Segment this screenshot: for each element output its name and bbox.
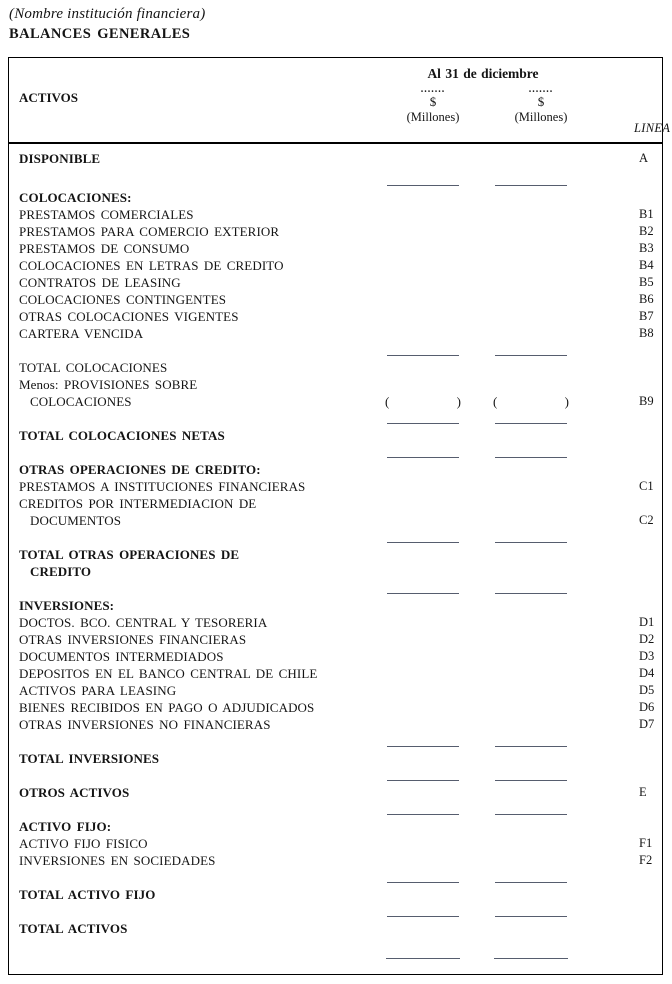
fill-in-line bbox=[387, 185, 459, 186]
paren-close: ) bbox=[564, 393, 569, 409]
row-label: ACTIVOS PARA LEASING bbox=[19, 682, 177, 698]
row-label: TOTAL INVERSIONES bbox=[19, 750, 160, 766]
fill-line-row bbox=[9, 410, 662, 427]
linea-code: D2 bbox=[639, 632, 655, 646]
fill-in-line bbox=[495, 746, 567, 747]
fill-in-line bbox=[495, 916, 567, 917]
amount-col-1 bbox=[375, 546, 471, 563]
amount-col-1 bbox=[375, 308, 471, 325]
fill-in-line bbox=[387, 916, 459, 917]
amount-col-1 bbox=[375, 342, 471, 359]
amount-col-2 bbox=[471, 699, 591, 716]
amount-col-2 bbox=[471, 150, 591, 167]
form-row bbox=[9, 150, 662, 167]
fill-in-line bbox=[495, 542, 567, 543]
amount-col-1 bbox=[375, 818, 471, 835]
row-label: ACTIVO FIJO: bbox=[19, 818, 112, 834]
row-label: PRESTAMOS DE CONSUMO bbox=[19, 240, 190, 256]
assets-column-heading: ACTIVOS bbox=[19, 90, 78, 105]
fill-in-line bbox=[494, 958, 568, 959]
fill-line-row bbox=[9, 733, 662, 750]
amount-col-2 bbox=[471, 648, 591, 665]
amount-col-2 bbox=[471, 631, 591, 648]
fill-in-line bbox=[387, 457, 459, 458]
balance-sheet-form bbox=[8, 57, 671, 975]
form-row bbox=[9, 835, 662, 852]
amount-col-1 bbox=[375, 699, 471, 716]
linea-code: C2 bbox=[639, 513, 654, 527]
linea-code: B9 bbox=[639, 394, 654, 408]
row-label: COLOCACIONES bbox=[30, 393, 132, 409]
amount-col-2 bbox=[471, 512, 591, 529]
amount-col-1 bbox=[375, 427, 471, 444]
amount-col-1 bbox=[375, 393, 471, 410]
form-row bbox=[9, 563, 662, 580]
amount-col-1 bbox=[375, 444, 471, 461]
amount-col-1 bbox=[375, 869, 471, 886]
row-label: TOTAL ACTIVOS bbox=[19, 920, 128, 936]
fill-in-line bbox=[387, 355, 459, 356]
amount-col-1 bbox=[375, 274, 471, 291]
amount-col-1 bbox=[375, 325, 471, 342]
amount-col-1 bbox=[375, 563, 471, 580]
amount-col-2 bbox=[471, 920, 591, 937]
form-row bbox=[9, 308, 662, 325]
fill-in-line bbox=[387, 423, 459, 424]
paren-open: ( bbox=[385, 393, 390, 409]
form-row bbox=[9, 240, 662, 257]
row-label: DOCUMENTOS bbox=[30, 512, 122, 528]
form-row bbox=[9, 325, 662, 342]
institution-name-placeholder: (Nombre institución financiera) bbox=[9, 6, 206, 22]
linea-column-heading: LINEA bbox=[634, 121, 671, 135]
row-label: DISPONIBLE bbox=[19, 150, 101, 166]
row-label: BIENES RECIBIDOS EN PAGO O ADJUDICADOS bbox=[19, 699, 315, 715]
amount-col-1 bbox=[375, 376, 471, 393]
form-rows bbox=[9, 144, 662, 962]
amount-col-2 bbox=[471, 427, 591, 444]
fill-line-row bbox=[9, 801, 662, 818]
linea-code: B4 bbox=[639, 258, 654, 272]
paren-open: ( bbox=[493, 393, 498, 409]
amount-col-1 bbox=[375, 750, 471, 767]
row-label: PRESTAMOS COMERCIALES bbox=[19, 206, 194, 222]
amount-col-1 bbox=[375, 223, 471, 240]
linea-code: D6 bbox=[639, 700, 655, 714]
form-row bbox=[9, 920, 662, 937]
form-row bbox=[9, 852, 662, 869]
form-row bbox=[9, 546, 662, 563]
currency-symbol: $ bbox=[537, 94, 545, 109]
fill-line-row bbox=[9, 529, 662, 546]
amount-col-2 bbox=[471, 835, 591, 852]
fill-in-line bbox=[495, 593, 567, 594]
dotted-separator: ....... bbox=[528, 84, 554, 95]
currency-symbol: $ bbox=[429, 94, 437, 109]
amount-col-2 bbox=[471, 342, 591, 359]
amount-col-2 bbox=[471, 801, 591, 818]
amount-col-2 bbox=[471, 376, 591, 393]
linea-code: B3 bbox=[639, 241, 654, 255]
amount-col-1 bbox=[375, 189, 471, 206]
amount-col-2 bbox=[471, 172, 591, 189]
amount-col-2 bbox=[471, 206, 591, 223]
amount-col-1 bbox=[375, 461, 471, 478]
form-row bbox=[9, 376, 662, 393]
negative-amount-parens bbox=[385, 394, 461, 410]
amount-col-1 bbox=[375, 631, 471, 648]
date-header: Al 31 de diciembre bbox=[427, 66, 539, 81]
fill-line-row bbox=[9, 767, 662, 784]
form-row bbox=[9, 189, 662, 206]
amount-col-2 bbox=[471, 733, 591, 750]
amount-col-2 bbox=[471, 869, 591, 886]
amount-col-1 bbox=[375, 478, 471, 495]
amount-col-2 bbox=[471, 444, 591, 461]
amount-col-1 bbox=[375, 835, 471, 852]
amount-col-1 bbox=[375, 495, 471, 512]
form-row bbox=[9, 886, 662, 903]
amount-col-2 bbox=[471, 682, 591, 699]
fill-in-line bbox=[387, 746, 459, 747]
amount-col-1 bbox=[375, 206, 471, 223]
form-row bbox=[9, 206, 662, 223]
form-row bbox=[9, 631, 662, 648]
amount-col-1 bbox=[375, 945, 471, 962]
amount-col-2 bbox=[471, 240, 591, 257]
amount-col-1 bbox=[375, 580, 471, 597]
amount-col-1 bbox=[375, 784, 471, 801]
linea-code: B6 bbox=[639, 292, 654, 306]
amount-col-2 bbox=[471, 325, 591, 342]
amount-col-2 bbox=[471, 818, 591, 835]
form-row bbox=[9, 750, 662, 767]
row-label: DOCTOS. BCO. CENTRAL Y TESORERIA bbox=[19, 614, 268, 630]
amount-column-pair bbox=[385, 85, 601, 125]
amount-col-1 bbox=[375, 665, 471, 682]
row-label: COLOCACIONES CONTINGENTES bbox=[19, 291, 227, 307]
amount-col-2 bbox=[471, 478, 591, 495]
amount-col-2 bbox=[471, 784, 591, 801]
fill-in-line bbox=[386, 958, 460, 959]
row-label: CONTRATOS DE LEASING bbox=[19, 274, 181, 290]
row-label: CREDITO bbox=[30, 563, 92, 579]
fill-line-row bbox=[9, 342, 662, 359]
amount-col-1 bbox=[375, 614, 471, 631]
linea-code: B1 bbox=[639, 207, 654, 221]
dotted-separator: ....... bbox=[420, 84, 446, 95]
amount-col-1 bbox=[375, 172, 471, 189]
amount-col-2 bbox=[471, 308, 591, 325]
amount-col-1 bbox=[375, 886, 471, 903]
linea-code: B7 bbox=[639, 309, 654, 323]
amount-column-2-header bbox=[481, 85, 601, 125]
fill-in-line bbox=[495, 457, 567, 458]
row-label: OTRAS INVERSIONES NO FINANCIERAS bbox=[19, 716, 271, 732]
row-label: OTRAS COLOCACIONES VIGENTES bbox=[19, 308, 239, 324]
row-label: DEPOSITOS EN EL BANCO CENTRAL DE CHILE bbox=[19, 665, 318, 681]
row-label: Menos: PROVISIONES SOBRE bbox=[19, 376, 198, 392]
amount-col-2 bbox=[471, 903, 591, 920]
form-row bbox=[9, 648, 662, 665]
form-row bbox=[9, 495, 662, 512]
form-row bbox=[9, 257, 662, 274]
form-row bbox=[9, 716, 662, 733]
form-row bbox=[9, 427, 662, 444]
form-row bbox=[9, 682, 662, 699]
fill-line-row bbox=[9, 580, 662, 597]
fill-in-line bbox=[495, 780, 567, 781]
amount-col-2 bbox=[471, 529, 591, 546]
form-row bbox=[9, 359, 662, 376]
amount-col-1 bbox=[375, 920, 471, 937]
amount-col-1 bbox=[375, 682, 471, 699]
amount-col-2 bbox=[471, 274, 591, 291]
fill-line-row bbox=[9, 444, 662, 461]
table-header bbox=[9, 58, 671, 142]
fill-in-line bbox=[387, 780, 459, 781]
amount-column-1-header bbox=[385, 85, 481, 125]
amount-col-1 bbox=[375, 733, 471, 750]
amount-col-2 bbox=[471, 563, 591, 580]
amount-col-2 bbox=[471, 359, 591, 376]
form-row bbox=[9, 223, 662, 240]
form-row bbox=[9, 512, 662, 529]
amount-col-2 bbox=[471, 410, 591, 427]
linea-code: D7 bbox=[639, 717, 655, 731]
form-row bbox=[9, 393, 662, 410]
fill-in-line bbox=[495, 814, 567, 815]
amount-col-2 bbox=[471, 461, 591, 478]
amount-col-2 bbox=[471, 750, 591, 767]
form-row bbox=[9, 784, 662, 801]
row-label: TOTAL COLOCACIONES NETAS bbox=[19, 427, 225, 443]
millions-unit-label: (Millones) bbox=[514, 110, 568, 124]
amount-col-2 bbox=[471, 716, 591, 733]
row-label: DOCUMENTOS INTERMEDIADOS bbox=[19, 648, 224, 664]
row-label: OTRAS OPERACIONES DE CREDITO: bbox=[19, 461, 261, 477]
amount-columns-header bbox=[375, 58, 591, 142]
amount-col-1 bbox=[375, 648, 471, 665]
form-row bbox=[9, 274, 662, 291]
amount-col-2 bbox=[471, 189, 591, 206]
amount-col-2 bbox=[471, 767, 591, 784]
amount-col-1 bbox=[375, 150, 471, 167]
fill-in-line bbox=[387, 882, 459, 883]
negative-amount-parens bbox=[493, 394, 569, 410]
linea-code: D5 bbox=[639, 683, 655, 697]
linea-code: D1 bbox=[639, 615, 655, 629]
amount-col-1 bbox=[375, 410, 471, 427]
fill-in-line bbox=[495, 882, 567, 883]
amount-col-2 bbox=[471, 665, 591, 682]
row-label: PRESTAMOS A INSTITUCIONES FINANCIERAS bbox=[19, 478, 306, 494]
form-row bbox=[9, 478, 662, 495]
linea-code: E bbox=[639, 785, 647, 799]
fill-in-line bbox=[495, 185, 567, 186]
amount-col-1 bbox=[375, 512, 471, 529]
linea-code: B2 bbox=[639, 224, 654, 238]
fill-line-row bbox=[9, 869, 662, 886]
row-label: OTROS ACTIVOS bbox=[19, 784, 130, 800]
amount-col-2 bbox=[471, 580, 591, 597]
amount-col-1 bbox=[375, 801, 471, 818]
amount-col-1 bbox=[375, 767, 471, 784]
row-label: TOTAL COLOCACIONES bbox=[19, 359, 168, 375]
row-label: TOTAL OTRAS OPERACIONES DE bbox=[19, 546, 240, 562]
amount-col-2 bbox=[471, 393, 591, 410]
amount-col-1 bbox=[375, 716, 471, 733]
amount-col-1 bbox=[375, 240, 471, 257]
amount-col-2 bbox=[471, 945, 591, 962]
linea-code: F1 bbox=[639, 836, 653, 850]
amount-col-2 bbox=[471, 495, 591, 512]
fill-in-line bbox=[495, 355, 567, 356]
linea-code: D4 bbox=[639, 666, 655, 680]
document-header bbox=[0, 0, 672, 43]
amount-col-1 bbox=[375, 257, 471, 274]
amount-col-1 bbox=[375, 597, 471, 614]
linea-code: F2 bbox=[639, 853, 653, 867]
fill-line-row bbox=[9, 172, 662, 189]
row-label: CREDITOS POR INTERMEDIACION DE bbox=[19, 495, 257, 511]
fill-in-line bbox=[387, 814, 459, 815]
form-row bbox=[9, 291, 662, 308]
amount-col-2 bbox=[471, 597, 591, 614]
amount-col-2 bbox=[471, 886, 591, 903]
fill-in-line bbox=[495, 423, 567, 424]
row-label: TOTAL ACTIVO FIJO bbox=[19, 886, 156, 902]
linea-code: D3 bbox=[639, 649, 655, 663]
amount-col-2 bbox=[471, 223, 591, 240]
amount-col-2 bbox=[471, 614, 591, 631]
row-label: INVERSIONES: bbox=[19, 597, 115, 613]
linea-code: B5 bbox=[639, 275, 654, 289]
linea-code: C1 bbox=[639, 479, 654, 493]
amount-col-1 bbox=[375, 852, 471, 869]
amount-col-2 bbox=[471, 546, 591, 563]
amount-col-1 bbox=[375, 903, 471, 920]
form-row bbox=[9, 597, 662, 614]
form-row bbox=[9, 699, 662, 716]
row-label: PRESTAMOS PARA COMERCIO EXTERIOR bbox=[19, 223, 280, 239]
row-label: ACTIVO FIJO FISICO bbox=[19, 835, 148, 851]
fill-line-row bbox=[9, 903, 662, 920]
linea-code: A bbox=[639, 151, 649, 165]
amount-col-2 bbox=[471, 291, 591, 308]
millions-unit-label: (Millones) bbox=[406, 110, 460, 124]
form-row bbox=[9, 614, 662, 631]
amount-col-1 bbox=[375, 359, 471, 376]
amount-col-2 bbox=[471, 257, 591, 274]
paren-close: ) bbox=[456, 393, 461, 409]
linea-code: B8 bbox=[639, 326, 654, 340]
fill-line-row bbox=[9, 945, 662, 962]
amount-col-1 bbox=[375, 529, 471, 546]
form-row bbox=[9, 665, 662, 682]
row-label: COLOCACIONES: bbox=[19, 189, 132, 205]
row-label: CARTERA VENCIDA bbox=[19, 325, 144, 341]
row-label: COLOCACIONES EN LETRAS DE CREDITO bbox=[19, 257, 284, 273]
form-row bbox=[9, 461, 662, 478]
amount-col-1 bbox=[375, 291, 471, 308]
row-label: INVERSIONES EN SOCIEDADES bbox=[19, 852, 216, 868]
amount-col-2 bbox=[471, 852, 591, 869]
fill-in-line bbox=[387, 593, 459, 594]
fill-in-line bbox=[387, 542, 459, 543]
row-label: OTRAS INVERSIONES FINANCIERAS bbox=[19, 631, 247, 647]
document-title: BALANCES GENERALES bbox=[9, 26, 191, 42]
form-row bbox=[9, 818, 662, 835]
